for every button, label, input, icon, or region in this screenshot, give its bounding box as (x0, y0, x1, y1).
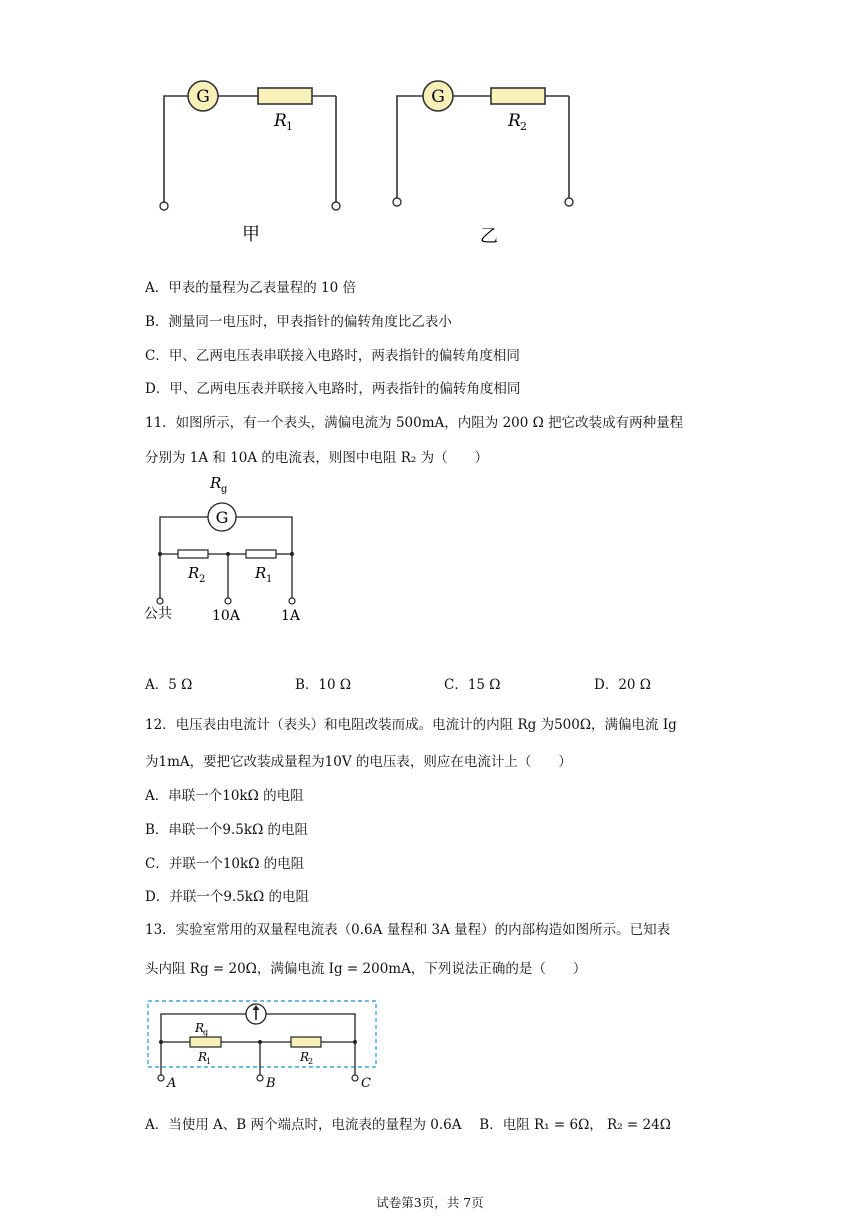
svg-text:R: R (188, 564, 200, 582)
svg-text:2: 2 (520, 120, 527, 133)
svg-text:R: R (198, 1050, 208, 1064)
svg-text:1A: 1A (281, 608, 301, 624)
terminal (160, 202, 168, 210)
svg-text:2: 2 (308, 1057, 314, 1066)
svg-text:A: A (167, 1076, 177, 1090)
q11-option-b: B．10 Ω (295, 677, 352, 693)
resistor-r2 (291, 1037, 321, 1047)
terminal (393, 198, 401, 206)
svg-text:g: g (221, 484, 228, 495)
voltmeter-circuit-figure (150, 72, 590, 252)
svg-text:1: 1 (206, 1057, 212, 1066)
q11-circuit-figure (140, 470, 320, 630)
svg-text:R: R (255, 564, 267, 582)
q12-option-a: A．串联一个10kΩ 的电阻 (145, 788, 304, 804)
caption-yi: 乙 (480, 226, 498, 247)
svg-text:C: C (361, 1076, 371, 1090)
terminal-common (157, 598, 163, 604)
r1-label: R (274, 111, 287, 131)
svg-text:公共: 公共 (144, 606, 172, 622)
resistor-r2 (178, 550, 208, 558)
resistor-r1 (190, 1037, 221, 1047)
node (353, 1040, 357, 1044)
svg-text:R: R (210, 474, 222, 492)
galvanometer-jia-label: G (196, 87, 210, 107)
q13-circuit-figure (145, 998, 380, 1090)
q13-options-line: A．当使用 A、B 两个端点时，电流表的量程为 0.6A B．电阻 R₁ = 6Ω， R₂ = 24Ω (145, 1117, 671, 1133)
q10-option-b: B．测量同一电压时，甲表指针的偏转角度比乙表小 (145, 314, 452, 330)
terminal-c (352, 1075, 358, 1081)
svg-text:R: R (300, 1050, 310, 1064)
terminal (565, 198, 573, 206)
svg-text:1: 1 (266, 574, 273, 585)
terminal-1a (289, 598, 295, 604)
galvanometer-yi-label: G (431, 87, 445, 107)
q12-option-c: C．并联一个10kΩ 的电阻 (145, 856, 305, 872)
q10-option-d: D．甲、乙两电压表并联接入电路时，两表指针的偏转角度相同 (145, 381, 521, 397)
q13-stem-line1: 13．实验室常用的双量程电流表（0.6A 量程和 3A 量程）的内部构造如图所示。已知表 (145, 922, 671, 938)
resistor-r1 (246, 550, 276, 558)
q12-option-b: B．串联一个9.5kΩ 的电阻 (145, 822, 309, 838)
svg-text:B: B (266, 1076, 276, 1090)
q12-option-d: D．并联一个9.5kΩ 的电阻 (145, 889, 309, 905)
terminal-b (257, 1075, 263, 1081)
q11-option-a: A．5 Ω (145, 677, 193, 693)
page-footer: 试卷第3页，共 7页 (376, 1195, 484, 1210)
terminal (332, 202, 340, 210)
r2-label: R (508, 111, 521, 131)
q11-option-c: C．15 Ω (444, 677, 501, 693)
node (290, 552, 294, 556)
q12-stem-line1: 12．电压表由电流计（表头）和电阻改装而成。电流计的内阻 Rg 为500Ω，满偏电流 Ig (145, 717, 677, 733)
resistor-r1-jia (258, 88, 312, 104)
q13-stem-line2: 头内阻 Rg = 20Ω，满偏电流 Ig = 200mA，下列说法正确的是（ ） (145, 961, 587, 977)
svg-text:10A: 10A (212, 608, 240, 624)
q11-option-d: D．20 Ω (594, 677, 651, 693)
q12-stem-line2: 为1mA，要把它改装成量程为10V 的电压表，则应在电流计上（ ） (145, 754, 572, 770)
node (226, 552, 230, 556)
q11-stem-line1: 11．如图所示，有一个表头，满偏电流为 500mA，内阻为 200 Ω 把它改装成有两种量程 (145, 415, 684, 431)
node (158, 552, 162, 556)
svg-text:G: G (215, 508, 229, 527)
q11-stem-line2: 分别为 1A 和 10A 的电流表，则图中电阻 R₂ 为（ ） (145, 450, 489, 466)
svg-text:2: 2 (199, 574, 206, 585)
caption-jia: 甲 (242, 224, 260, 245)
terminal-a (158, 1075, 164, 1081)
terminal-10a (225, 598, 231, 604)
q10-option-a: A．甲表的量程为乙表量程的 10 倍 (145, 280, 357, 296)
circuit-yi (397, 96, 569, 202)
q10-option-c: C．甲、乙两电压表串联接入电路时，两表指针的偏转角度相同 (145, 348, 520, 364)
node (258, 1040, 262, 1044)
svg-text:g: g (203, 1028, 209, 1037)
svg-text:1: 1 (286, 120, 293, 133)
resistor-r2-yi (491, 88, 545, 104)
circuit-jia (164, 96, 336, 202)
svg-text:R: R (195, 1021, 205, 1035)
node (159, 1040, 163, 1044)
